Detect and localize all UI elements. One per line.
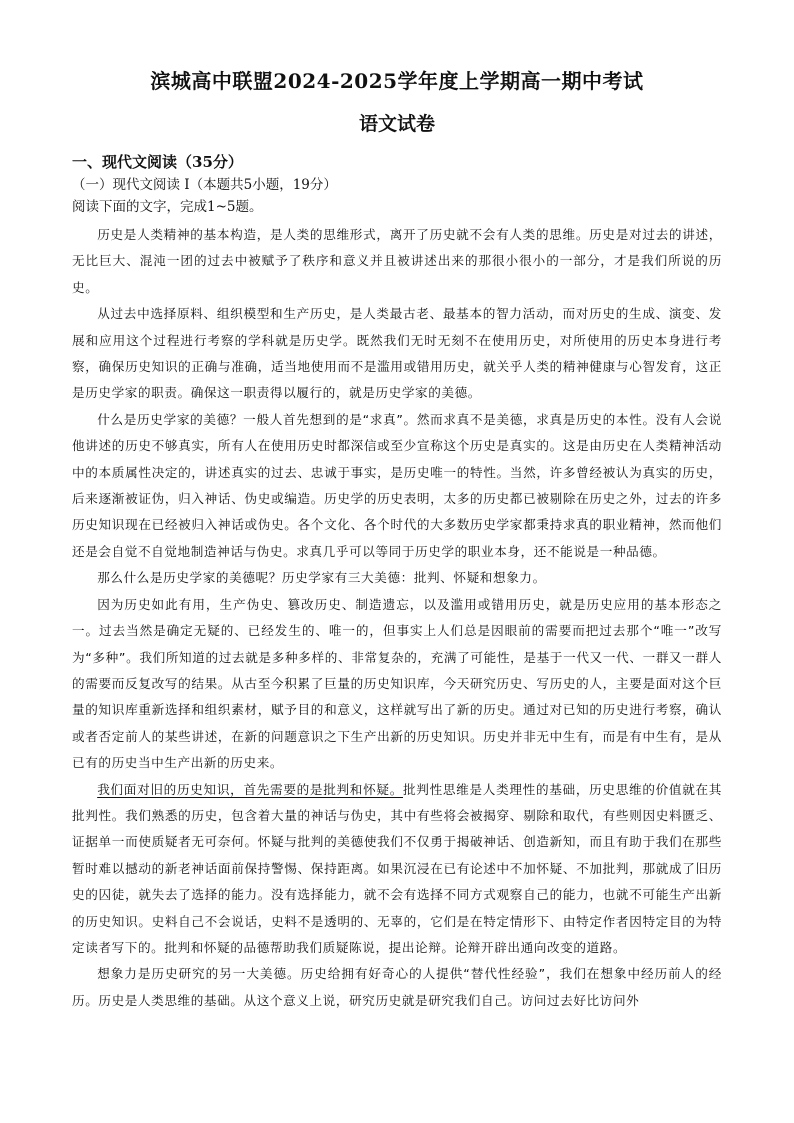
article-paragraph-6 (72, 777, 722, 962)
reading-article (72, 222, 722, 1014)
subsection-heading: （一）现代文阅读 I（本题共5小题，19分） (72, 177, 337, 193)
article-paragraph-1: 历史是人类精神的基本构造，是人类的思维形式，离开了历史就不会有人类的思维。历史是对过去的讲述，无比巨大、混沌一团的过去中被赋予了秩序和意义并且被讲述出来的那很小很小的一部分，才是我们所说的历史。 (72, 227, 722, 295)
reading-instruction: 阅读下面的文字，完成1~5题。 (72, 199, 263, 215)
exam-subtitle: 语文试卷 (358, 113, 435, 135)
article-paragraph-2: 从过去中选择原料、组织模型和生产历史，是人类最古老、最基本的智力活动，而对历史的生成、演变、发展和应用这个过程进行考察的学科就是历史学。既然我们无时无刻不在使用历史，对所使用的历史本身进行考察，确保历史知识的正确与准确，适当地使用而不是滥用或错用历史，就关乎人类的精神健康与心智发育，这正是历史学家的职责。确保这一职责得以履行的，就是历史学家的美德。 (72, 306, 722, 401)
section-heading: 一、现代文阅读（35分） (72, 153, 243, 171)
article-paragraph-4: 那么什么是历史学家的美德呢？历史学家有三大美德：批判、怀疑和想象力。 (97, 570, 546, 586)
article-paragraph-7: 想象力是历史研究的另一大美德。历史给拥有好奇心的人提供“替代性经验”，我们在想象中经历前人的经历。历史是人类思维的基础。从这个意义上说，研究历史就是研究我们自己。访问过去好比访问外 (72, 966, 722, 1008)
article-paragraph-3: 什么是历史学家的美德？一般人首先想到的是“求真”。然而求真不是美德，求真是历史的本性。没有人会说他讲述的历史不够真实，所有人在使用历史时都深信或至少宣称这个历史是真实的。这是由历史在人类精神活动中的本质属性决定的，讲述真实的过去、忠诚于事实，是历史唯一的特性。当然，许多曾经被认为真实的历史，后来逐渐被证伪，归入神话、伪史或编造。历史学的历史表明，太多的历史都已被剔除在历史之外，过去的许多历史知识现在已经被归入神话或伪史。各个文化、各个时代的大多数历史学家都秉持求真的职业精神，然而他们还是会自觉不自觉地制造神话与伪史。求真几乎可以等同于历史学的职业本身，还不能说是一种品德。 (72, 411, 722, 559)
underlined-sentence: 我们面对旧的历史知识，首先需要的是批判和怀疑。 (97, 781, 403, 797)
article-paragraph-5: 因为历史如此有用，生产伪史、篡改历史、制造遗忘，以及滥用或错用历史，就是历史应用的基本形态之一。过去当然是确定无疑的、已经发生的、唯一的，但事实上人们总是因眼前的需要而把过去那个“唯一”改写为“多种”。我们所知道的过去就是多种多样的、非常复杂的，充满了可能性，是基于一代又一代、一群又一群人的需要而反复改写的结果。从古至今积累了巨量的历史知识库，今天研究历史、写历史的人，主要是面对这个巨量的知识库重新选择和组织素材，赋予目的和意义，这样就写出了新的历史。通过对已知的历史进行考察，确认或者否定前人的某些讲述，在新的问题意识之下生产出新的历史知识。历史并非无中生有，而是有中生有，是从已有的历史当中生产出新的历史来。 (72, 596, 722, 771)
article-paragraph-6-rest: 批判性思维是人类理性的基础，历史思维的价值就在其批判性。我们熟悉的历史，包含着大量的神话与伪史，其中有些将会被揭穿、剔除和取代，有些则因史料匮乏、证据单一而使质疑者无可奈何。怀疑与批判的美德使我们不仅勇于揭破神话、创造新知，而且有助于我们在那些暂时难以撼动的新老神话面前保持警惕、保持距离。如果沉浸在已有论述中不加怀疑、不加批判，那就成了旧历史的囚徒，就失去了选择的能力。没有选择能力，就不会有选择不同方式观察自己的能力，也就不可能生产出新的历史知识。史料自己不会说话，史料不是透明的、无辜的，它们是在特定情形下、由特定作者因特定目的为特定读者写下的。批判和怀疑的品德帮助我们质疑陈说，提出论辩。论辩开辟出通向改变的道路。 (72, 781, 722, 955)
exam-title: 滨城高中联盟2024-2025学年度上学期高一期中考试 (150, 69, 644, 93)
